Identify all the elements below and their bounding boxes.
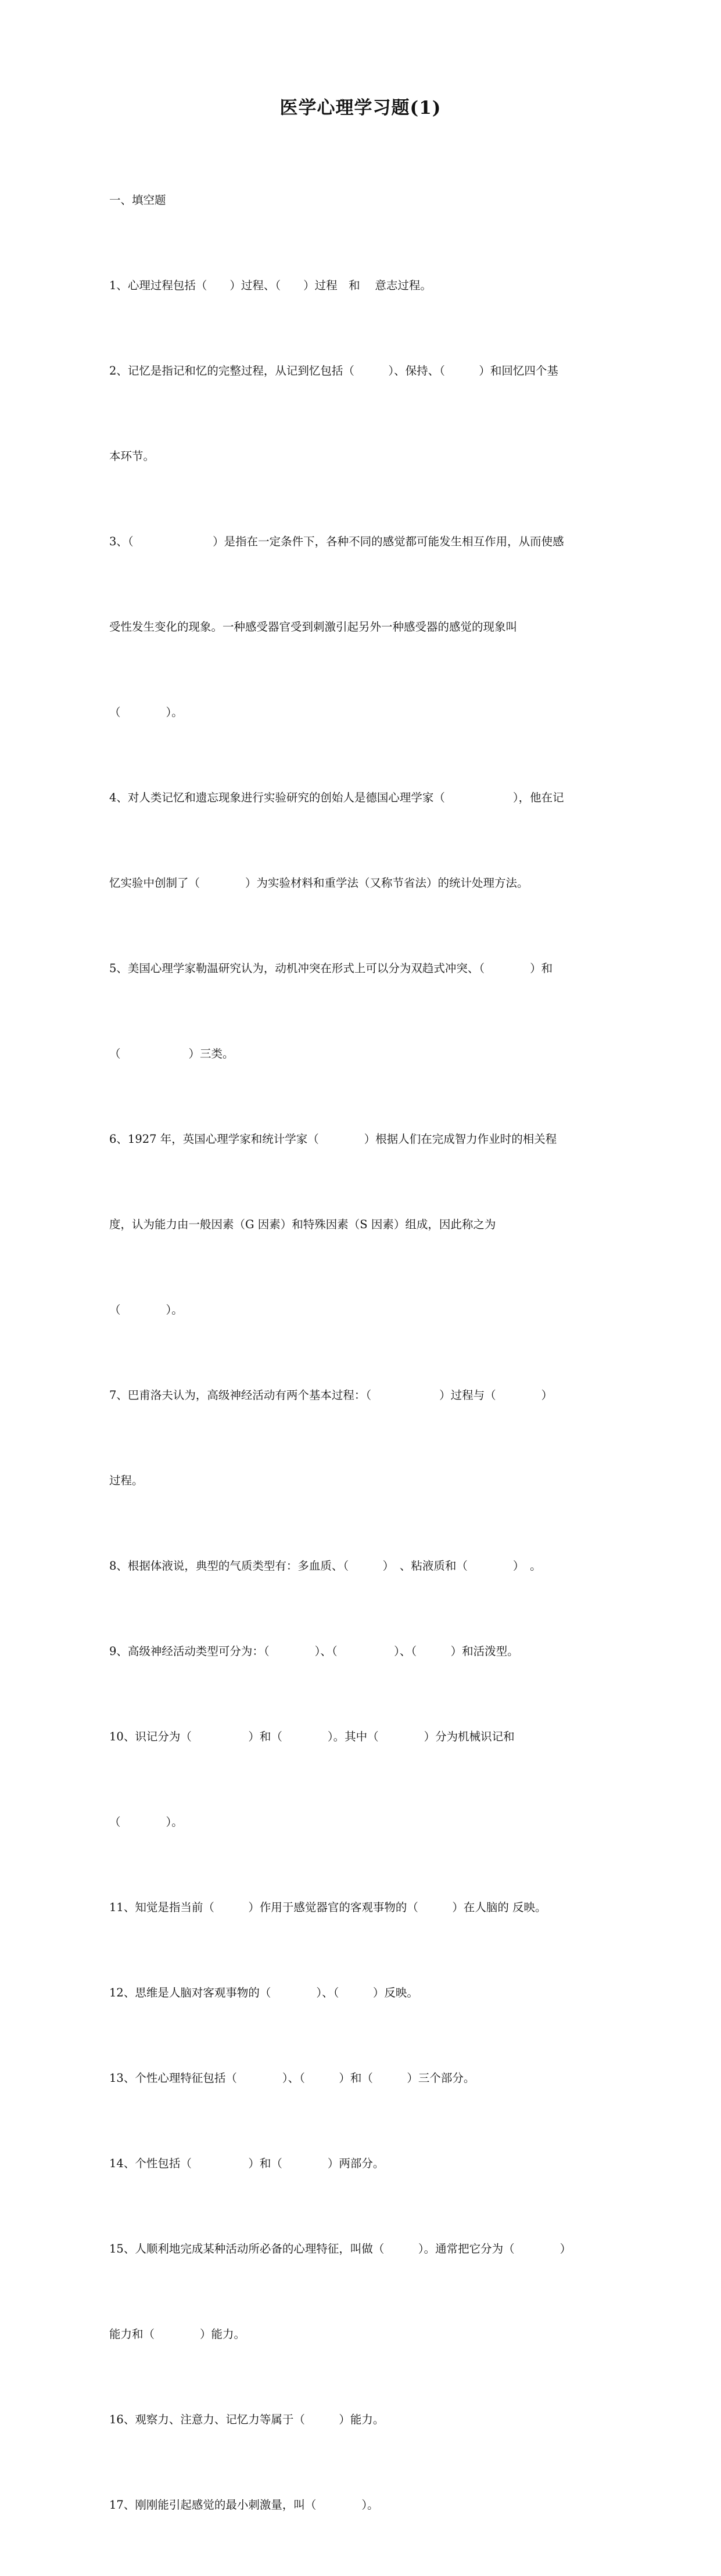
question-6-line-1: 6、1927 年，英国心理学家和统计学家（ ）根据人们在完成智力作业时的相关程 xyxy=(109,1132,557,1146)
question-7-line-1: 7、巴甫洛夫认为，高级神经活动有两个基本过程：（ ）过程与（ ） xyxy=(109,1388,553,1402)
question-10-line-1: 10、识记分为（ ）和（ ）。其中（ ）分为机械识记和 xyxy=(109,1730,515,1743)
question-11-line-1: 11、知觉是指当前（ ）作用于感觉器官的客观事物的（ ）在人脑的 反映。 xyxy=(109,1901,547,1914)
question-3-line-3: （ ）。 xyxy=(109,706,183,719)
question-10-line-2: （ ）。 xyxy=(109,1815,183,1829)
question-16-line-1: 16、观察力、注意力、记忆力等属于（ ）能力。 xyxy=(109,2413,385,2426)
question-9-line-1: 9、高级神经活动类型可分为：（ ）、（ ）、（ ）和活泼型。 xyxy=(109,1645,519,1658)
section-heading: 一、填空题 xyxy=(109,193,166,207)
question-2-line-1: 2、记忆是指记和忆的完整过程，从记到忆包括（ ）、保持、（ ）和回忆四个基 xyxy=(109,364,558,377)
question-15-line-2: 能力和（ ）能力。 xyxy=(109,2327,246,2341)
question-2-line-2: 本环节。 xyxy=(109,449,155,463)
question-8-line-1: 8、根据体液说，典型的气质类型有：多血质、（ ） 、粘液质和（ ） 。 xyxy=(109,1559,541,1573)
question-1-line-1: 1、心理过程包括（ ）过程、（ ）过程 和 意志过程。 xyxy=(109,279,432,292)
question-12-line-1: 12、思维是人脑对客观事物的（ ）、（ ）反映。 xyxy=(109,1986,418,1999)
question-4-line-1: 4、对人类记忆和遗忘现象进行实验研究的创始人是德国心理学家（ ），他在记 xyxy=(109,791,564,804)
question-4-line-2: 忆实验中创制了（ ）为实验材料和重学法（又称节省法）的统计处理方法。 xyxy=(109,876,529,890)
question-17-line-1: 17、刚刚能引起感觉的最小刺激量，叫（ ）。 xyxy=(109,2498,379,2512)
document-title: 医学心理学习题(1) xyxy=(279,98,442,118)
question-6-line-3: （ ）。 xyxy=(109,1303,183,1316)
question-3-line-1: 3、（ ）是指在一定条件下，各种不同的感觉都可能发生相互作用，从而使感 xyxy=(109,535,564,548)
question-6-line-2: 度，认为能力由一般因素（G 因素）和特殊因素（S 因素）组成，因此称之为 xyxy=(109,1218,496,1231)
question-7-line-2: 过程。 xyxy=(109,1474,144,1487)
question-13-line-1: 13、个性心理特征包括（ ）、（ ）和（ ）三个部分。 xyxy=(109,2071,475,2085)
exercise-content xyxy=(109,129,632,2576)
question-5-line-2: （ ）三类。 xyxy=(109,1047,234,1060)
question-14-line-1: 14、个性包括（ ）和（ ）两部分。 xyxy=(109,2157,385,2170)
question-15-line-1: 15、人顺利地完成某种活动所必备的心理特征，叫做（ ）。通常把它分为（ ） xyxy=(109,2242,572,2255)
question-3-line-2: 受性发生变化的现象。一种感受器官受到刺激引起另外一种感受器的感觉的现象叫 xyxy=(109,620,518,634)
question-5-line-1: 5、美国心理学家勒温研究认为，动机冲突在形式上可以分为双趋式冲突、（ ）和 xyxy=(109,962,553,975)
